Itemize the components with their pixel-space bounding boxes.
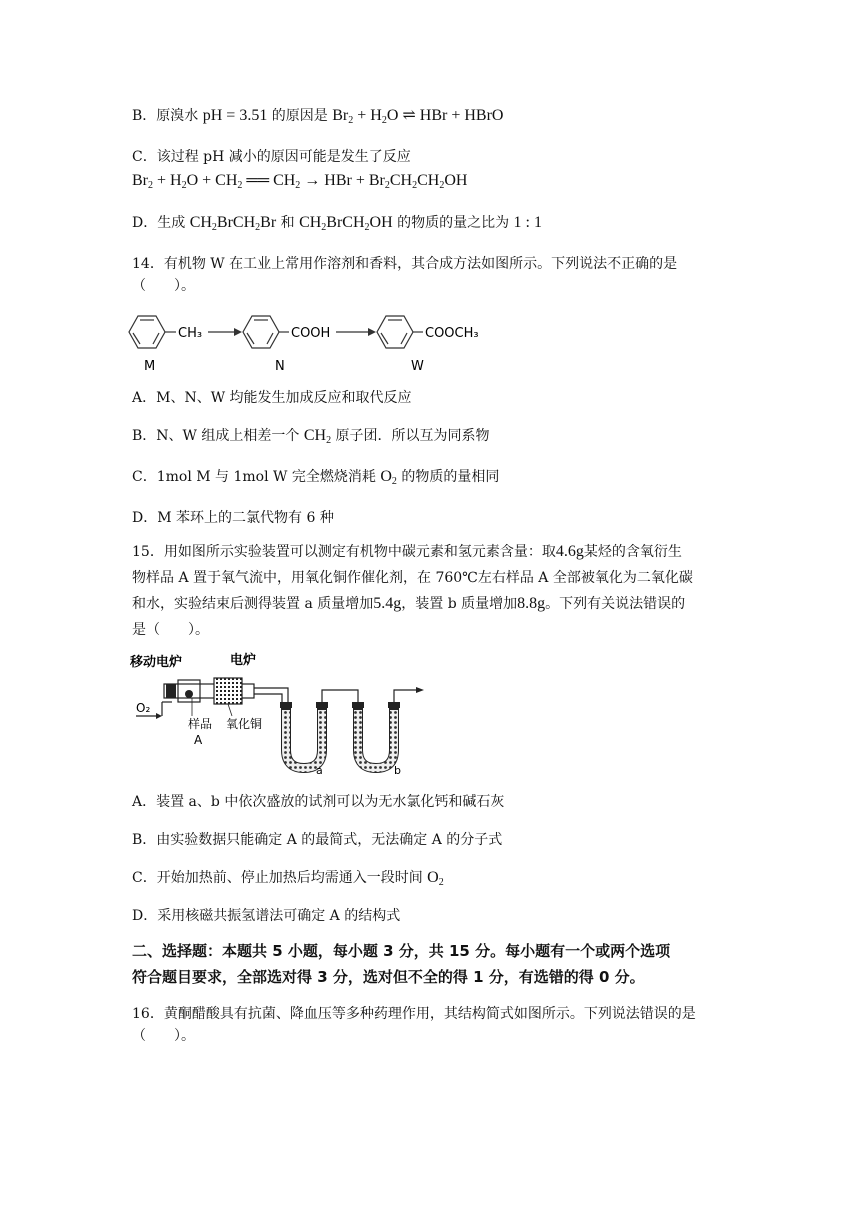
m-substituent: CH₃ bbox=[178, 326, 203, 341]
q14-option-c: C．1mol M 与 1mol W 完全燃烧消耗 $O_2$ 的物质的量相同 bbox=[132, 468, 500, 487]
q14-stem: 14．有机物 W 在工业上常用作溶剂和香料，其合成方法如图所示。下列说法不正确的是 bbox=[132, 256, 678, 272]
benzene-ring-n bbox=[243, 316, 279, 348]
q13-option-b: B．原溴水 pH = 3.51 的原因是 $Br_2 + H_2O$ ⇌ HBr + HBrO bbox=[132, 107, 504, 126]
q15-option-d: D．采用核磁共振氢谱法可确定 A 的结构式 bbox=[132, 908, 401, 924]
label-moving-furnace: 移动电炉 bbox=[130, 655, 183, 670]
q15-option-c: C．开始加热前、停止加热后均需通入一段时间 $O_2$ bbox=[132, 869, 444, 888]
label-sample-a: A bbox=[194, 733, 203, 747]
n-substituent: COOH bbox=[291, 326, 331, 341]
label-a: a bbox=[316, 764, 323, 777]
bromine-equilibrium: $Br_2 + H_2O$ ⇌ HBr + HBrO bbox=[332, 107, 504, 126]
label-furnace: 电炉 bbox=[230, 653, 257, 668]
q15-option-b: B．由实验数据只能确定 A 的最简式，无法确定 A 的分子式 bbox=[132, 832, 503, 848]
furnace-cuo bbox=[214, 678, 242, 704]
u-tube-b bbox=[358, 710, 394, 768]
u-tube-a bbox=[286, 710, 322, 768]
benzene-ring-m bbox=[129, 316, 165, 348]
label-sample: 样品 bbox=[188, 717, 213, 731]
outlet-arrow bbox=[416, 687, 424, 693]
q16-stem: 16．黄酮醋酸具有抗菌、降血压等多种药理作用，其结构简式如图所示。下列说法错误的是 bbox=[132, 1006, 696, 1022]
q16-stem-bracket: （ ）。 bbox=[132, 1028, 195, 1044]
sample-a bbox=[185, 690, 193, 698]
q15-stem-line3: 和水，实验结束后测得装置 a 质量增加5.4g，装置 b 质量增加8.8g。下列有关说法错误的 bbox=[132, 595, 686, 612]
q14-option-a: A．M、N、W 均能发生加成反应和取代反应 bbox=[132, 390, 412, 406]
benzene-ring-w bbox=[377, 316, 413, 348]
q15-stem-line2: 物样品 A 置于氧气流中，用氧化铜作催化剂，在 760℃左右样品 A 全部被氧化为二氧化碳 bbox=[132, 570, 693, 586]
label-w: W bbox=[411, 359, 424, 374]
q13-option-c: C．该过程 pH 减小的原因可能是发生了反应 bbox=[132, 149, 411, 165]
stopper bbox=[166, 684, 176, 698]
q13-option-c-equation: $Br_2 + H_2O + CH_2$ ══ $CH_2$ → HBr + $Br_2CH_2CH_2OH$ bbox=[132, 172, 468, 191]
label-m: M bbox=[144, 359, 156, 374]
q15-stem-line4: 是（ ）。 bbox=[132, 622, 209, 638]
label-b: b bbox=[394, 764, 401, 777]
w-substituent: COOCH₃ bbox=[425, 326, 479, 341]
q14-option-d: D．M 苯环上的二氯代物有 6 种 bbox=[132, 510, 334, 526]
q15-option-a: A．装置 a、b 中依次盛放的试剂可以为无水氯化钙和碱石灰 bbox=[132, 794, 505, 810]
label-cuo: 氧化铜 bbox=[226, 717, 263, 731]
q15-apparatus-diagram bbox=[128, 650, 438, 778]
q14-stem-bracket: （ ）。 bbox=[132, 278, 195, 294]
section-2-heading: 二、选择题：本题共 5 小题，每小题 3 分，共 15 分。每小题有一个或两个选项 符合题目要求，全部选对得 3 分，选对但不全的得 1 分，有选错的得 0 分。 bbox=[132, 942, 671, 986]
ph-formula: pH = 3.51 bbox=[202, 107, 268, 124]
q14-option-b: B．N、W 组成上相差一个 $CH_2$ 原子团．所以互为同系物 bbox=[132, 427, 490, 446]
label-o2: O₂ bbox=[136, 701, 151, 715]
label-n: N bbox=[275, 359, 285, 374]
q15-stem-line1: 15．用如图所示实验装置可以测定有机物中碳元素和氢元素含量：取4.6g某烃的含氧衍生 bbox=[132, 543, 682, 560]
q13-option-d: D．生成 $CH_2BrCH_2Br$ 和 $CH_2BrCH_2OH$ 的物质的量之比为 1 : 1 bbox=[132, 214, 542, 233]
q14-synthesis-diagram bbox=[128, 306, 508, 376]
